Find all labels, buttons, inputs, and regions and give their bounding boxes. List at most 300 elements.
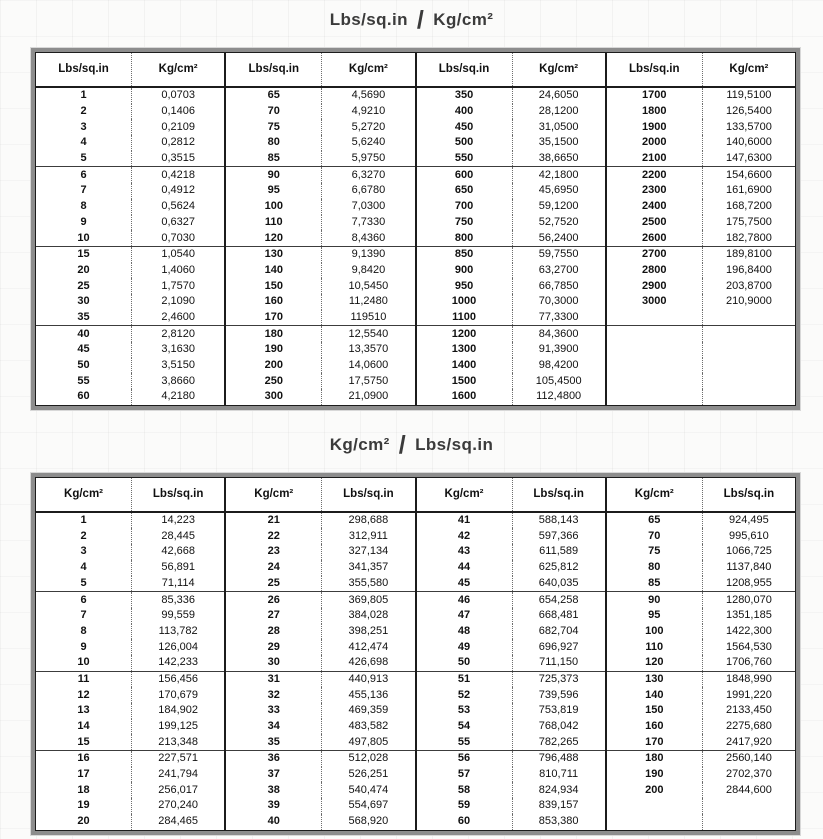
converted-value-cell: 133,5700 (725, 120, 772, 133)
title1-unit-right: Kg/cm² (433, 10, 494, 29)
converted-value-cell: 725,373 (538, 672, 579, 685)
converted-value-cell: 611,589 (539, 545, 579, 558)
converted-value-cell: 42,1800 (538, 168, 579, 181)
table-row (226, 639, 414, 655)
converted-value-cell: 0,4218 (161, 168, 195, 181)
converted-value-cell: 0,7030 (161, 231, 195, 244)
header-row (417, 53, 605, 88)
source-value-cell: 7 (36, 608, 132, 624)
converted-value-cell: 14,0600 (348, 359, 389, 372)
source-value-cell: 1600 (417, 389, 513, 405)
converted-value-cell: 6,3270 (351, 168, 386, 181)
source-value-cell: 59 (417, 798, 513, 814)
column-pair (36, 478, 224, 830)
source-value-cell: 26 (226, 592, 322, 608)
column-header-source-unit: Kg/cm² (417, 478, 513, 511)
converted-value-cell: 312,911 (348, 529, 388, 542)
converted-value-cell: 1137,840 (726, 561, 772, 574)
source-value-cell: 13 (36, 703, 132, 719)
source-value-cell: 70 (226, 104, 322, 120)
converted-value-cell: 6,6780 (351, 184, 386, 197)
source-value-cell: 75 (607, 544, 703, 560)
converted-value-cell: 168,7200 (725, 200, 772, 213)
converted-value-cell: 2702,370 (725, 768, 772, 781)
source-value-cell: 7 (36, 183, 132, 199)
source-value-cell: 85 (226, 151, 322, 167)
source-value-cell: 8 (36, 199, 132, 215)
table-row (226, 373, 414, 389)
converted-value-cell: 126,5400 (725, 105, 772, 118)
table-row (607, 166, 795, 183)
table-row (417, 513, 605, 529)
source-value-cell: 2 (36, 528, 132, 544)
source-value-cell: 130 (226, 247, 322, 263)
column-header-target-unit: Kg/cm² (158, 62, 198, 75)
converted-value-cell: 5,6240 (351, 136, 386, 149)
source-value-cell: 44 (417, 560, 513, 576)
source-value-cell: 10 (36, 230, 132, 246)
source-value-cell: 190 (607, 767, 703, 783)
column-header-source-unit: Lbs/sq.in (36, 53, 132, 86)
table-row (417, 230, 605, 246)
converted-value-cell: 8,4360 (351, 231, 386, 244)
converted-value-cell: 28,445 (161, 529, 195, 542)
converted-value-cell: 526,251 (348, 768, 389, 781)
source-value-cell: 48 (417, 624, 513, 640)
converted-value-cell: 38,6650 (538, 152, 579, 165)
table-row (607, 513, 795, 529)
table-row (417, 104, 605, 120)
source-value-cell: 170 (607, 734, 703, 750)
table-row (36, 528, 224, 544)
column-pair (224, 53, 414, 405)
source-value-cell: 8 (36, 624, 132, 640)
converted-value-cell: 682,704 (538, 624, 579, 637)
source-value-cell: 5 (36, 151, 132, 167)
source-value-cell: 60 (36, 389, 132, 405)
converted-value-cell: 170,679 (158, 688, 199, 701)
converted-value-cell: 824,934 (538, 783, 579, 796)
table-row (36, 183, 224, 199)
converted-value-cell: 0,5624 (161, 200, 195, 213)
source-value-cell: 38 (226, 782, 322, 798)
table-row (607, 342, 795, 358)
table-row (36, 342, 224, 358)
source-value-cell: 1800 (607, 104, 703, 120)
title2-unit-left: Kg/cm² (329, 434, 390, 454)
source-value-cell: 350 (417, 88, 513, 104)
source-value-cell: 130 (607, 672, 703, 688)
header-row (36, 478, 224, 513)
source-value-cell: 54 (417, 719, 513, 735)
table-row (607, 135, 795, 151)
source-value-cell: 140 (607, 687, 703, 703)
source-value-cell: 20 (36, 814, 132, 830)
source-value-cell: 2300 (607, 183, 703, 199)
source-value-cell: 25 (36, 278, 132, 294)
column-header-target-unit: Kg/cm² (348, 62, 388, 75)
source-value-cell: 50 (417, 655, 513, 671)
source-value-cell: 50 (36, 358, 132, 374)
table-row (36, 104, 224, 120)
source-value-cell: 2500 (607, 215, 703, 231)
source-value-cell (607, 342, 703, 358)
table-row (36, 750, 224, 767)
table-row (417, 798, 605, 814)
header-row (226, 53, 414, 88)
table-row (226, 719, 414, 735)
column-header-target-unit: Kg/cm² (729, 62, 769, 75)
table-row (607, 263, 795, 279)
source-value-cell: 950 (417, 278, 513, 294)
source-value-cell: 110 (226, 215, 322, 231)
table-row (36, 591, 224, 608)
source-value-cell: 35 (226, 734, 322, 750)
table-row (226, 513, 414, 529)
table-row (36, 544, 224, 560)
source-value-cell: 1900 (607, 119, 703, 135)
table-row (226, 104, 414, 120)
converted-value-cell: 455,136 (348, 688, 389, 701)
converted-value-cell: 568,920 (348, 815, 389, 828)
converted-value-cell: 17,5750 (348, 374, 389, 387)
source-value-cell: 29 (226, 639, 322, 655)
converted-value-cell: 5,9750 (351, 152, 386, 165)
source-value-cell: 550 (417, 151, 513, 167)
converted-value-cell: 13,3570 (348, 343, 389, 356)
column-header-source-unit: Lbs/sq.in (226, 53, 322, 86)
source-value-cell: 55 (417, 734, 513, 750)
table-row (417, 278, 605, 294)
converted-value-cell (703, 326, 795, 342)
converted-value-cell: 45,6950 (538, 184, 579, 197)
source-value-cell: 45 (417, 576, 513, 592)
table-row (607, 325, 795, 342)
table-row (417, 358, 605, 374)
converted-value-cell: 1,0540 (161, 248, 195, 261)
column-header-target-unit: Lbs/sq.in (343, 487, 394, 500)
table-row (226, 151, 414, 167)
source-value-cell: 15 (36, 247, 132, 263)
converted-value-cell: 369,805 (348, 593, 389, 606)
table-row (417, 560, 605, 576)
converted-value-cell: 256,017 (158, 783, 199, 796)
source-value-cell: 95 (607, 608, 703, 624)
source-value-cell: 34 (226, 719, 322, 735)
table-row (417, 246, 605, 263)
header-row (36, 53, 224, 88)
source-value-cell: 20 (36, 263, 132, 279)
converted-value-cell: 59,7550 (538, 248, 579, 261)
source-value-cell: 21 (226, 513, 322, 529)
converted-value-cell: 810,711 (539, 768, 579, 781)
table-row (417, 576, 605, 592)
converted-value-cell: 42,668 (161, 545, 195, 558)
table-row (607, 373, 795, 389)
table-row (607, 624, 795, 640)
source-value-cell: 19 (36, 798, 132, 814)
converted-value-cell: 298,688 (348, 514, 389, 527)
table-row (607, 544, 795, 560)
table-row (36, 230, 224, 246)
source-value-cell: 17 (36, 767, 132, 783)
header-row (417, 478, 605, 513)
table-row (36, 294, 224, 310)
source-value-cell: 1 (36, 513, 132, 529)
table-row (36, 135, 224, 151)
converted-value-cell: 796,488 (538, 752, 579, 765)
source-value-cell: 90 (607, 592, 703, 608)
converted-value-cell: 1991,220 (725, 688, 772, 701)
table-row (36, 88, 224, 104)
table-row (417, 544, 605, 560)
converted-value-cell: 839,157 (538, 799, 579, 812)
source-value-cell: 49 (417, 639, 513, 655)
source-value-cell: 2000 (607, 135, 703, 151)
table-row (226, 608, 414, 624)
table-row (226, 215, 414, 231)
converted-value-cell: 7,0300 (351, 200, 386, 213)
converted-value-cell: 739,596 (538, 688, 579, 701)
source-value-cell: 16 (36, 751, 132, 767)
converted-value-cell: 384,028 (348, 609, 389, 622)
source-value-cell: 42 (417, 528, 513, 544)
source-value-cell: 25 (226, 576, 322, 592)
converted-value-cell: 640,035 (538, 576, 579, 589)
converted-value-cell: 189,8100 (725, 248, 772, 261)
source-value-cell: 170 (226, 310, 322, 326)
converted-value-cell: 98,4200 (538, 359, 579, 372)
table-row (417, 215, 605, 231)
converted-value-cell: 768,042 (538, 720, 579, 733)
table-row (607, 608, 795, 624)
table-row (417, 814, 605, 830)
table-row (417, 199, 605, 215)
table-row (36, 734, 224, 750)
table-row (226, 528, 414, 544)
source-value-cell: 45 (36, 342, 132, 358)
converted-value-cell: 182,7800 (725, 231, 772, 244)
source-value-cell: 650 (417, 183, 513, 199)
table-row (36, 389, 224, 405)
table-row (607, 310, 795, 326)
table-row (226, 687, 414, 703)
converted-value-cell: 91,3900 (538, 343, 579, 356)
converted-value-cell: 1,7570 (161, 279, 195, 292)
source-value-cell: 15 (36, 734, 132, 750)
table-row (226, 199, 414, 215)
source-value-cell: 3 (36, 119, 132, 135)
table-row (36, 687, 224, 703)
source-value-cell: 47 (417, 608, 513, 624)
table-row (226, 734, 414, 750)
source-value-cell: 95 (226, 183, 322, 199)
source-value-cell: 1 (36, 88, 132, 104)
converted-value-cell: 2560,140 (725, 752, 772, 765)
source-value-cell: 150 (607, 703, 703, 719)
table-row (417, 624, 605, 640)
table-row (226, 703, 414, 719)
source-value-cell: 14 (36, 719, 132, 735)
source-value-cell: 80 (226, 135, 322, 151)
source-value-cell: 400 (417, 104, 513, 120)
converted-value-cell: 995,610 (729, 529, 769, 542)
source-value-cell: 1500 (417, 373, 513, 389)
converted-value-cell: 63,2700 (538, 263, 579, 276)
source-value-cell (607, 310, 703, 326)
converted-value-cell: 284,465 (158, 815, 199, 828)
converted-value-cell: 625,812 (538, 561, 579, 574)
table-row (417, 591, 605, 608)
table-row (417, 294, 605, 310)
converted-value-cell: 31,0500 (538, 120, 579, 133)
source-value-cell: 900 (417, 263, 513, 279)
table-grid-kg-to-lbs (35, 477, 796, 831)
converted-value-cell: 28,1200 (538, 105, 579, 118)
header-row (607, 53, 795, 88)
source-value-cell: 2800 (607, 263, 703, 279)
converted-value-cell: 213,348 (158, 735, 199, 748)
table-row (607, 389, 795, 405)
converted-value-cell: 105,4500 (535, 374, 582, 387)
converted-value-cell: 2844,600 (725, 783, 772, 796)
converted-value-cell: 11,2480 (348, 295, 388, 308)
source-value-cell: 6 (36, 592, 132, 608)
converted-value-cell: 2,1090 (161, 295, 195, 308)
table-row (226, 358, 414, 374)
source-value-cell: 160 (607, 719, 703, 735)
table-row (226, 389, 414, 405)
table-row (36, 358, 224, 374)
table-row (607, 671, 795, 688)
source-value-cell: 200 (226, 358, 322, 374)
source-value-cell: 46 (417, 592, 513, 608)
source-value-cell: 23 (226, 544, 322, 560)
column-header-source-unit: Kg/cm² (36, 478, 132, 511)
converted-value-cell: 355,580 (348, 576, 389, 589)
table-row (607, 358, 795, 374)
table-row (226, 560, 414, 576)
table-row (417, 703, 605, 719)
converted-value-cell: 71,114 (161, 576, 195, 589)
converted-value-cell: 426,698 (348, 656, 389, 669)
converted-value-cell: 7,7330 (351, 215, 386, 228)
table-row (417, 671, 605, 688)
conversion-table-kg-to-lbs (31, 473, 800, 835)
converted-value-cell: 469,359 (348, 704, 389, 717)
converted-value-cell: 412,474 (348, 640, 389, 653)
source-value-cell: 57 (417, 767, 513, 783)
converted-value-cell: 1066,725 (725, 545, 772, 558)
table-row (226, 246, 414, 263)
table-row (607, 278, 795, 294)
table-row (607, 782, 795, 798)
table-row (607, 246, 795, 263)
table-row (226, 814, 414, 830)
table-row (36, 814, 224, 830)
converted-value-cell: 668,481 (538, 609, 579, 622)
converted-value-cell: 5,2720 (351, 120, 386, 133)
source-value-cell: 4 (36, 560, 132, 576)
table-row (226, 798, 414, 814)
converted-value-cell: 154,6600 (725, 168, 772, 181)
source-value-cell: 85 (607, 576, 703, 592)
table-row (607, 591, 795, 608)
source-value-cell: 28 (226, 624, 322, 640)
table-row (607, 104, 795, 120)
source-value-cell: 75 (226, 119, 322, 135)
source-value-cell: 27 (226, 608, 322, 624)
converted-value-cell: 696,927 (538, 640, 579, 653)
source-value-cell: 2900 (607, 278, 703, 294)
converted-value-cell: 113,782 (158, 624, 198, 637)
source-value-cell: 60 (417, 814, 513, 830)
table-row (36, 639, 224, 655)
table-row (417, 734, 605, 750)
converted-value-cell: 147,6300 (725, 152, 772, 165)
source-value-cell: 9 (36, 639, 132, 655)
converted-value-cell: 4,5690 (351, 89, 386, 102)
converted-value-cell: 24,6050 (538, 89, 579, 102)
source-value-cell: 36 (226, 751, 322, 767)
source-value-cell: 9 (36, 215, 132, 231)
source-value-cell: 150 (226, 278, 322, 294)
converted-value-cell: 227,571 (158, 752, 199, 765)
table-row (417, 528, 605, 544)
table2-title (0, 431, 823, 460)
table-row (607, 687, 795, 703)
table-row (226, 88, 414, 104)
table-row (36, 671, 224, 688)
table-row (417, 88, 605, 104)
converted-value-cell: 126,004 (158, 640, 199, 653)
source-value-cell: 120 (607, 655, 703, 671)
source-value-cell: 300 (226, 389, 322, 405)
source-value-cell: 1300 (417, 342, 513, 358)
converted-value-cell (703, 389, 795, 405)
table-row (226, 624, 414, 640)
column-header-source-unit: Lbs/sq.in (417, 53, 513, 86)
table-row (226, 591, 414, 608)
converted-value-cell: 341,357 (348, 561, 389, 574)
table-row (417, 655, 605, 671)
table-row (607, 199, 795, 215)
source-value-cell: 10 (36, 655, 132, 671)
table-row (226, 544, 414, 560)
table-row (36, 166, 224, 183)
table-row (607, 294, 795, 310)
source-value-cell: 18 (36, 782, 132, 798)
converted-value-cell: 588,143 (538, 514, 579, 527)
converted-value-cell: 203,8700 (725, 279, 772, 292)
converted-value-cell: 175,7500 (725, 215, 772, 228)
converted-value-cell: 1422,300 (725, 624, 772, 637)
title2-slash-icon: / (398, 430, 407, 459)
table-row (36, 608, 224, 624)
table-row (417, 119, 605, 135)
converted-value-cell: 440,913 (348, 672, 389, 685)
source-value-cell: 65 (607, 513, 703, 529)
converted-value-cell: 753,819 (538, 704, 579, 717)
table-row (36, 373, 224, 389)
table-row (36, 798, 224, 814)
column-pair (605, 53, 795, 405)
table-row (417, 325, 605, 342)
converted-value-cell: 210,9000 (725, 295, 772, 308)
converted-value-cell: 85,336 (161, 593, 195, 606)
converted-value-cell: 10,5450 (348, 279, 389, 292)
table-row (607, 576, 795, 592)
